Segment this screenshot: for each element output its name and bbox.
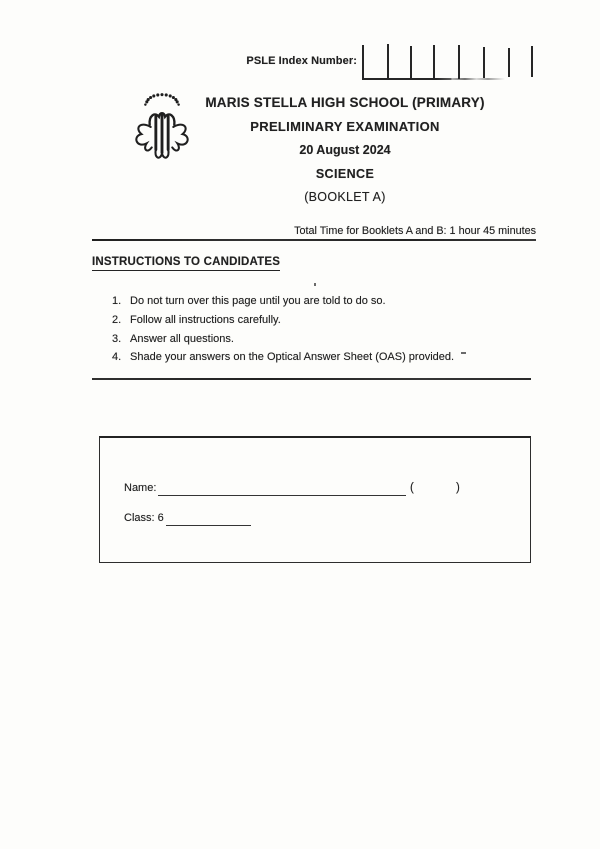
total-time-note: Total Time for Booklets A and B: 1 hour 45 minutes [294, 225, 536, 237]
scan-artifact [314, 283, 316, 286]
class-blank-line [166, 512, 251, 526]
index-cell-divider [531, 46, 533, 77]
horizontal-rule-top [92, 239, 536, 241]
booklet-label: (BOOKLET A) [304, 190, 386, 204]
index-cell-divider [458, 45, 460, 79]
instruction-number: 4. [112, 351, 122, 363]
horizontal-rule-bottom [92, 378, 531, 380]
exam-title: PRELIMINARY EXAMINATION [250, 119, 440, 134]
instruction-text: Do not turn over this page until you are told to do so. [130, 295, 386, 307]
index-grid-baseline [362, 78, 505, 80]
exam-subject: SCIENCE [315, 167, 375, 181]
psle-index-label: PSLE Index Number: [246, 55, 357, 67]
index-paren-close: ) [456, 482, 460, 494]
instruction-number: 2. [112, 314, 122, 326]
index-cell-divider [433, 45, 435, 80]
school-name: MARIS STELLA HIGH SCHOOL (PRIMARY) [205, 95, 485, 110]
scan-artifact [461, 352, 466, 354]
instruction-text: Follow all instructions carefully. [130, 314, 281, 326]
index-cell-divider [483, 47, 485, 78]
index-cell-divider [508, 48, 510, 77]
instruction-text: Shade your answers on the Optical Answer Sheet (OAS) provided. [130, 351, 455, 363]
class-label: Class: 6 [124, 512, 164, 524]
name-label: Name: [124, 482, 157, 494]
exam-date: 20 August 2024 [299, 143, 391, 157]
index-cell-divider [387, 44, 389, 80]
psle-index-number-grid [362, 44, 534, 81]
instruction-number: 3. [112, 333, 122, 345]
instruction-number: 1. [112, 295, 122, 307]
instruction-text: Answer all questions. [130, 333, 234, 345]
index-paren-open: ( [410, 482, 414, 494]
instructions-heading: INSTRUCTIONS TO CANDIDATES [92, 256, 280, 271]
student-particulars-box [99, 436, 531, 563]
index-cell-divider [362, 45, 364, 79]
name-blank-line [158, 482, 406, 496]
index-cell-divider [410, 46, 412, 79]
